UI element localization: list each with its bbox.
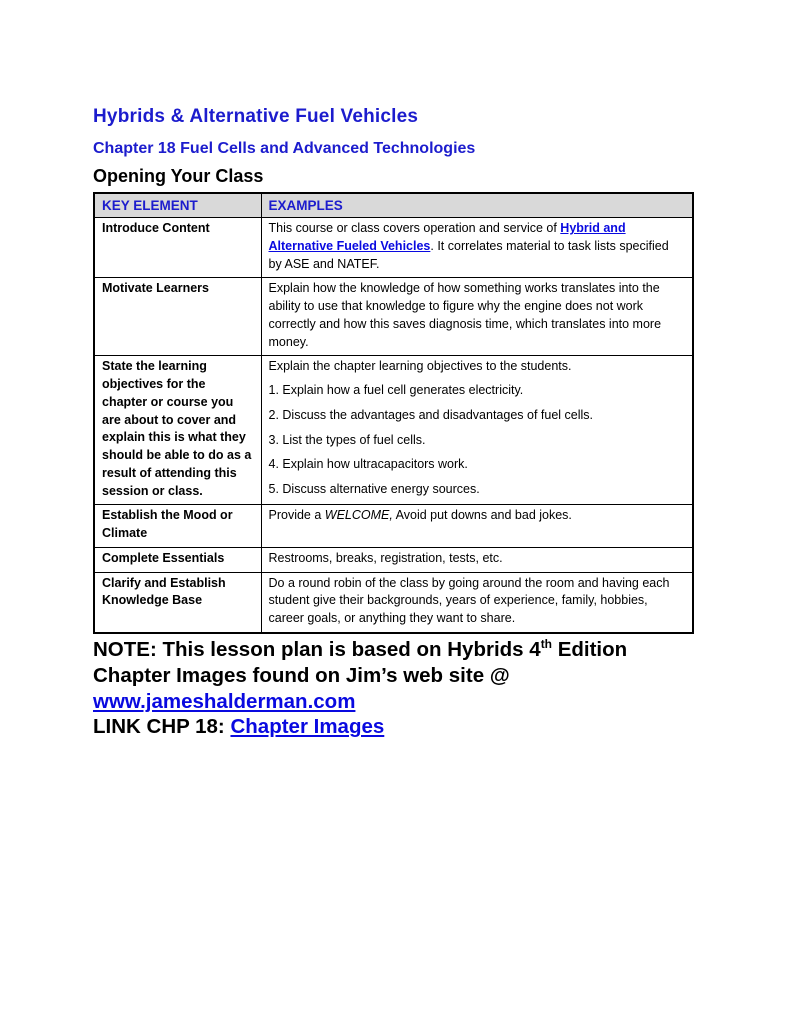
objective-item-5: 5. Discuss alternative energy sources. [268,482,480,497]
example-complete-essentials: Restrooms, breaks, registration, tests, etc. [261,547,693,572]
example-text: This course or class covers operation and service of [268,221,561,236]
key-element-complete-essentials: Complete Essentials [94,547,261,572]
example-text: Avoid put downs and bad jokes. [392,508,572,523]
table-row [94,356,693,505]
objective-item-4: 4. Explain how ultracapacitors work. [268,457,468,472]
key-element-introduce-content: Introduce Content [94,218,261,278]
example-clarify-knowledge: Do a round robin of the class by going around the room and having each student give their backgrounds, years of experience, family, hobbies, career goals, or anything they want to share. [261,572,693,633]
note-line2: Chapter Images found on Jim’s web site @ [93,663,510,687]
table-row [94,218,693,278]
chapter-images-link[interactable]: Chapter Images [230,715,385,739]
column-header-examples: EXAMPLES [261,193,693,218]
example-text: . It correlates material to task lists specified by ASE and NATEF. [268,238,669,271]
table-row [94,278,693,356]
example-text: Provide a [268,508,325,523]
objectives-intro: Explain the chapter learning objectives to the students. [268,359,572,374]
key-element-learning-objectives: State the learning objectives for the chapter or course you are about to cover and explain this is what they should be able to do as a result of attending this session or class. [94,356,261,505]
note-block [93,637,733,740]
note-superscript: th [540,637,553,652]
website-link-line [93,689,733,715]
chapter-subtitle: Chapter 18 Fuel Cells and Advanced Technologies [93,140,476,157]
objective-item-1: 1. Explain how a fuel cell generates electricity. [268,383,524,398]
table-row [94,572,693,633]
objective-item-2: 2. Discuss the advantages and disadvantages of fuel cells. [268,407,594,422]
key-element-motivate-learners: Motivate Learners [94,278,261,356]
table-header-row [94,193,693,218]
table-row [94,547,693,572]
key-element-establish-mood: Establish the Mood or Climate [94,505,261,548]
chapter-link-line [93,714,733,740]
note-line1-suffix: Edition [552,637,628,661]
example-motivate-learners: Explain how the knowledge of how something works translates into the ability to use that knowledge to figure why the engine does not work correctly and how this saves diagnosis time, which translates into more money. [261,278,693,356]
lesson-plan-table [93,192,694,634]
note-line1-prefix: NOTE: This lesson plan is based on Hybrids 4 [93,637,541,661]
link-chp-label: LINK CHP 18: [93,715,231,739]
example-learning-objectives [261,356,693,505]
table-row [94,505,693,548]
objective-item-3: 3. List the types of fuel cells. [268,432,426,447]
section-heading: Opening Your Class [93,166,264,186]
document-title: Hybrids & Alternative Fuel Vehicles [93,106,419,127]
jameshalderman-website-link[interactable]: www.jameshalderman.com [93,689,356,713]
column-header-key-element: KEY ELEMENT [94,193,261,218]
example-introduce-content [261,218,693,278]
example-establish-mood [261,505,693,548]
hybrid-vehicles-link[interactable]: Hybrid and Alternative Fueled Vehicles [268,221,626,253]
note-text [93,637,733,689]
welcome-emphasis: WELCOME, [324,508,393,523]
key-element-clarify-knowledge: Clarify and Establish Knowledge Base [94,572,261,633]
